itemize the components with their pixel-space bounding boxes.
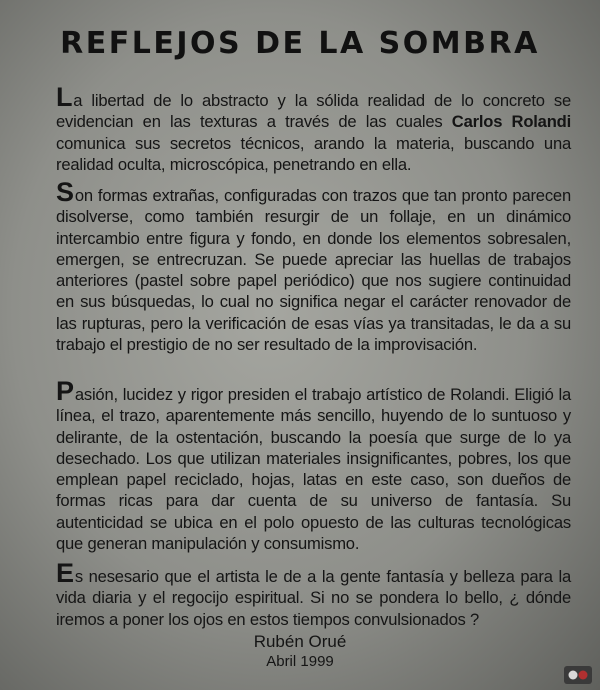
- paragraph-text: a libertad de lo abstracto y la sólida realidad de lo concreto se evidencian en las texturas a través de las cuales: [56, 91, 571, 132]
- paragraph-3: [56, 376, 571, 554]
- document-title: REFLEJOS DE LA SOMBRA: [60, 26, 540, 61]
- portal-logo-icon: [564, 666, 592, 684]
- paragraph-text: s nesesario que el artista le de a la gente fantasía y belleza para la vida diaria y el regocijo espiritual. Si no se pondera lo bello, ¿ dónde iremos a poner los ojos en estos tiempos convulsionados ?: [56, 567, 571, 629]
- paragraph-text: comunica sus secretos técnicos, arando la materia, buscando una realidad oculta, microscópica, penetrando en ella.: [56, 133, 571, 174]
- paragraph-1: [56, 82, 571, 175]
- artist-name: Carlos Rolandi: [451, 112, 571, 132]
- drop-cap: P: [56, 376, 74, 406]
- drop-cap: E: [56, 558, 74, 588]
- signature-author: Rubén Orué: [253, 632, 347, 651]
- paragraph-4: [56, 558, 571, 630]
- paragraph-text: on formas extrañas, configuradas con trazos que tan pronto parecen disolverse, como también resurgir de un follaje, en un dinámico intercambio entre figura y fondo, en donde los elementos sobresalen, emergen, se entrecruzan. Se puede apreciar las huellas de trabajos anteriores (pastel sobre papel periódico) que nos sugiere continuidad en sus búsquedas, lo cual no significa negar el carácter renovador de las rupturas, pero la verificación de esas vías ya transitadas, le da a su trabajo el prestigio de no ser resultado de la improvisación.: [56, 186, 571, 355]
- drop-cap: L: [56, 82, 73, 112]
- signature-date: Abril 1999: [266, 653, 334, 670]
- paragraph-text: asión, lucidez y rigor presiden el trabajo artístico de Rolandi. Eligió la línea, el trazo, aparentemente más sencillo, huyendo de lo suntuoso y delirante, de la ostentación, buscando la poesía que surge de lo ya desechado. Los que utilizan materiales insignificantes, pobres, los que emplean papel reciclado, hojas, latas en este caso, son dueños de formas ricas para dar cuenta de su universo de fantasía. Su autenticidad se ubica en el polo opuesto de las culturas tecnológicas que generan manipulación y consumismo.: [56, 385, 571, 554]
- drop-cap: S: [56, 177, 74, 207]
- paragraph-2: [56, 177, 571, 355]
